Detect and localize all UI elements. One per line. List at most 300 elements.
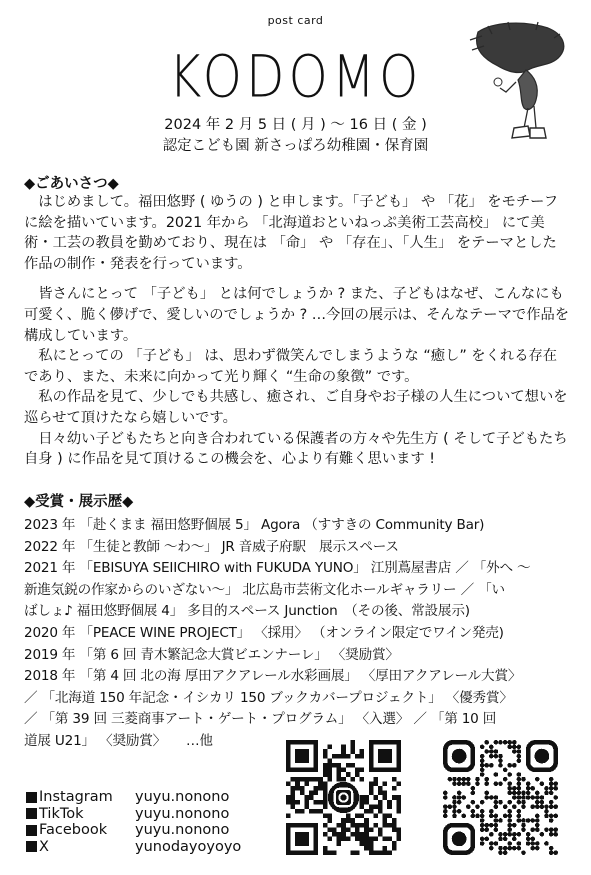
qr-module <box>396 795 401 800</box>
award-line: 2019 年 「第 6 回 青木繁記念大賞ビエンナーレ」 〈奨励賞〉 <box>24 646 399 663</box>
qr-module <box>323 749 328 754</box>
qr-module <box>369 827 374 832</box>
qr-module <box>544 804 549 809</box>
qr-module <box>521 818 526 823</box>
qr-module <box>507 772 512 777</box>
qr-module <box>480 823 485 828</box>
qr-module <box>369 781 374 786</box>
qr-module <box>373 781 378 786</box>
qr-module <box>489 809 494 814</box>
sns-row-facebook <box>26 822 241 839</box>
qr-module <box>466 777 471 782</box>
qr-module <box>544 809 549 814</box>
qr-module <box>498 850 503 855</box>
qr-module <box>327 763 332 768</box>
qr-module <box>396 809 401 814</box>
qr-module <box>512 763 517 768</box>
qr-module <box>323 846 328 851</box>
qr-finder-pattern <box>445 742 473 770</box>
qr-module <box>535 814 540 819</box>
qr-module <box>457 781 462 786</box>
qr-module <box>378 800 383 805</box>
qr-module <box>360 800 365 805</box>
qr-module <box>494 749 499 754</box>
bullet-square-icon <box>26 792 37 803</box>
qr-module <box>323 763 328 768</box>
qr-module <box>364 809 369 814</box>
qr-module <box>452 795 457 800</box>
qr-module <box>535 846 540 851</box>
qr-module <box>475 781 480 786</box>
qr-module <box>373 814 378 819</box>
award-line: ／ 「第 39 回 三菱商事アート・ゲート・プログラム」 〈入選〉 ／ 「第 10 回 <box>24 711 497 728</box>
qr-module <box>471 791 476 796</box>
qr-module <box>471 786 476 791</box>
qr-module <box>530 795 535 800</box>
qr-module <box>544 791 549 796</box>
qr-module <box>526 795 531 800</box>
qr-module <box>337 841 342 846</box>
qr-module <box>392 786 397 791</box>
qr-module <box>346 772 351 777</box>
qr-module <box>484 777 489 782</box>
qr-module <box>484 827 489 832</box>
bullet-square-icon <box>26 808 37 819</box>
qr-module <box>517 754 522 759</box>
exhibition-venue: 認定こども園 新さっぽろ幼稚園・保育園 <box>162 138 429 154</box>
qr-module <box>350 749 355 754</box>
qr-module <box>535 823 540 828</box>
qr-module <box>517 846 522 851</box>
qr-module <box>318 777 323 782</box>
qr-module <box>337 823 342 828</box>
qr-module <box>466 804 471 809</box>
qr-module <box>512 745 517 750</box>
qr-module <box>327 850 332 855</box>
qr-module <box>517 832 522 837</box>
qr-module <box>521 804 526 809</box>
qr-module <box>530 837 535 842</box>
qr-module <box>286 800 291 805</box>
qr-module <box>517 777 522 782</box>
qr-module <box>457 800 462 805</box>
qr-module <box>452 804 457 809</box>
qr-module <box>364 841 369 846</box>
qr-module <box>489 832 494 837</box>
qr-module <box>304 800 309 805</box>
qr-module <box>521 850 526 855</box>
sns-list <box>26 789 241 855</box>
qr-module <box>309 795 314 800</box>
qr-module <box>494 814 499 819</box>
qr-module <box>553 804 558 809</box>
qr-module <box>535 800 540 805</box>
qr-module <box>337 837 342 842</box>
qr-module <box>498 800 503 805</box>
qr-module <box>396 827 401 832</box>
sns-row-tiktok <box>26 806 241 823</box>
qr-module <box>494 804 499 809</box>
qr-module <box>480 818 485 823</box>
qr-module <box>480 800 485 805</box>
qr-module <box>448 804 453 809</box>
qr-module <box>484 749 489 754</box>
qr-module <box>526 786 531 791</box>
qr-module <box>540 804 545 809</box>
qr-module <box>484 791 489 796</box>
qr-module <box>489 754 494 759</box>
greeting-paragraph: はじめまして。福田悠野 ( ゆうの ) と申します。「子ども」 や 「花」 をモチーフに絵を描いています。2021 年から 「北海道おといねっぷ美術工芸高校」 にて美術・工芸の教員を勤めており、現在は 「命」 や 「存在」、「人生」 をテーマとした作品の制作・発表を行っています。 <box>24 194 559 272</box>
qr-module <box>530 786 535 791</box>
qr-module <box>309 809 314 814</box>
qr-module <box>387 850 392 855</box>
qr-module <box>549 786 554 791</box>
qr-module <box>480 768 485 773</box>
qr-module <box>549 832 554 837</box>
qr-module <box>291 791 296 796</box>
qr-module <box>544 814 549 819</box>
qr-module <box>323 754 328 759</box>
qr-module <box>480 745 485 750</box>
qr-module <box>341 827 346 832</box>
qr-module <box>507 800 512 805</box>
qr-module <box>480 814 485 819</box>
qr-module <box>396 837 401 842</box>
qr-module <box>304 777 309 782</box>
qr-module <box>535 795 540 800</box>
qr-module <box>373 804 378 809</box>
qr-module <box>369 850 374 855</box>
qr-module <box>314 809 319 814</box>
qr-module <box>327 758 332 763</box>
qr-module <box>457 791 462 796</box>
qr-module <box>457 795 462 800</box>
qr-module <box>350 823 355 828</box>
tiktok-qr-code[interactable] <box>443 740 558 855</box>
qr-module <box>291 786 296 791</box>
qr-module <box>337 768 342 773</box>
qr-module <box>378 786 383 791</box>
qr-module <box>341 745 346 750</box>
qr-module <box>517 745 522 750</box>
qr-module <box>337 763 342 768</box>
qr-module <box>387 804 392 809</box>
qr-module <box>521 800 526 805</box>
exhibition-title: KODOMO <box>168 43 423 111</box>
award-line: ／ 「北海道 150 年記念・イシカリ 150 ブックカバープロジェクト」 〈優秀賞〉 <box>24 689 513 706</box>
qr-module <box>494 818 499 823</box>
qr-module <box>332 763 337 768</box>
qr-module <box>549 781 554 786</box>
qr-module <box>286 795 291 800</box>
sns-row-x <box>26 839 241 856</box>
qr-module <box>443 809 448 814</box>
qr-module <box>517 758 522 763</box>
bullet-square-icon <box>26 825 37 836</box>
qr-module <box>521 795 526 800</box>
qr-module <box>392 795 397 800</box>
qr-module <box>291 804 296 809</box>
qr-module <box>360 832 365 837</box>
qr-module <box>461 814 466 819</box>
qr-module <box>521 791 526 796</box>
qr-module <box>364 795 369 800</box>
sns-handle: yunodayoyoyo <box>135 838 242 855</box>
qr-module <box>535 791 540 796</box>
award-line: 新進気鋭の作家からのいざない〜」 北広島市芸術文化ホールギャラリー ／ 「い <box>24 581 505 598</box>
qr-module <box>512 846 517 851</box>
qr-module <box>540 795 545 800</box>
qr-module <box>498 846 503 851</box>
qr-module <box>549 800 554 805</box>
qr-module <box>466 781 471 786</box>
qr-module <box>526 837 531 842</box>
qr-module <box>341 768 346 773</box>
qr-module <box>494 754 499 759</box>
qr-module <box>540 781 545 786</box>
qr-module <box>396 781 401 786</box>
qr-module <box>494 740 499 745</box>
awards-heading: ◆受賞・展示歴◆ <box>24 494 134 510</box>
qr-module <box>443 804 448 809</box>
qr-module <box>494 781 499 786</box>
qr-module <box>549 791 554 796</box>
qr-module <box>461 795 466 800</box>
qr-module <box>360 768 365 773</box>
qr-module <box>383 781 388 786</box>
qr-module <box>544 841 549 846</box>
qr-module <box>392 777 397 782</box>
qr-module <box>341 754 346 759</box>
qr-finder-pattern <box>288 742 316 770</box>
greeting-paragraph: 私の作品を見て、少しでも共感し、癒され、ご自身やお子様の人生について想いを巡らせて頂けたなら嬉しいです。 <box>24 389 568 426</box>
instagram-icon <box>328 782 359 813</box>
qr-module <box>350 763 355 768</box>
qr-module <box>521 827 526 832</box>
bullet-square-icon <box>26 841 37 852</box>
award-line: 2020 年 「PEACE WINE PROJECT」 〈採用〉 （オンライン限定でワイン発売) <box>24 624 504 641</box>
qr-module <box>346 763 351 768</box>
qr-module <box>498 832 503 837</box>
qr-module <box>507 823 512 828</box>
qr-module <box>341 777 346 782</box>
qr-module <box>507 814 512 819</box>
postcard-label: post card <box>267 14 324 27</box>
qr-module <box>535 818 540 823</box>
qr-module <box>309 791 314 796</box>
qr-module <box>286 781 291 786</box>
qr-module <box>327 772 332 777</box>
qr-module <box>507 740 512 745</box>
qr-module <box>484 823 489 828</box>
qr-finder-pattern <box>371 742 399 770</box>
qr-module <box>503 837 508 842</box>
qr-module <box>373 850 378 855</box>
qr-module <box>443 795 448 800</box>
qr-module <box>489 763 494 768</box>
qr-module <box>350 777 355 782</box>
qr-module <box>387 814 392 819</box>
qr-module <box>383 795 388 800</box>
qr-module <box>549 804 554 809</box>
qr-module <box>549 846 554 851</box>
qr-module <box>350 740 355 745</box>
qr-module <box>457 809 462 814</box>
qr-module <box>512 786 517 791</box>
qr-module <box>498 740 503 745</box>
qr-module <box>498 758 503 763</box>
qr-module <box>383 837 388 842</box>
qr-module <box>360 823 365 828</box>
qr-module <box>378 809 383 814</box>
qr-module <box>355 850 360 855</box>
qr-module <box>517 772 522 777</box>
qr-module <box>291 777 296 782</box>
qr-module <box>355 823 360 828</box>
qr-module <box>369 786 374 791</box>
qr-module <box>517 795 522 800</box>
qr-module <box>360 804 365 809</box>
qr-module <box>512 832 517 837</box>
qr-module <box>549 850 554 855</box>
qr-module <box>373 777 378 782</box>
qr-module <box>480 841 485 846</box>
qr-module <box>553 832 558 837</box>
qr-module <box>346 818 351 823</box>
qr-module <box>521 777 526 782</box>
qr-module <box>507 791 512 796</box>
qr-module <box>494 827 499 832</box>
qr-module <box>323 832 328 837</box>
qr-module <box>503 740 508 745</box>
qr-module <box>304 804 309 809</box>
qr-module <box>350 745 355 750</box>
greeting-paragraph: 私にとっての 「子ども」 は、思わず微笑んでしまうような “癒し” をくれる存在であり、また、未来に向かって光り輝く “生命の象徴” です。 <box>24 348 558 385</box>
qr-module <box>355 827 360 832</box>
qr-module <box>494 795 499 800</box>
qr-module <box>360 814 365 819</box>
qr-module <box>318 800 323 805</box>
qr-module <box>309 777 314 782</box>
qr-module <box>452 800 457 805</box>
qr-module <box>480 827 485 832</box>
qr-module <box>355 754 360 759</box>
qr-module <box>369 809 374 814</box>
qr-module <box>549 814 554 819</box>
qr-module <box>443 814 448 819</box>
qr-module <box>350 832 355 837</box>
qr-module <box>512 749 517 754</box>
awards-list <box>24 515 572 753</box>
qr-module <box>360 841 365 846</box>
qr-module <box>323 804 328 809</box>
qr-module <box>350 818 355 823</box>
qr-module <box>484 763 489 768</box>
qr-module <box>295 781 300 786</box>
qr-module <box>475 814 480 819</box>
qr-module <box>517 818 522 823</box>
greeting-body <box>24 192 570 470</box>
qr-module <box>300 791 305 796</box>
qr-module <box>503 846 508 851</box>
qr-module <box>387 837 392 842</box>
qr-module <box>392 846 397 851</box>
qr-module <box>484 837 489 842</box>
qr-module <box>480 754 485 759</box>
qr-module <box>530 804 535 809</box>
qr-module <box>452 781 457 786</box>
qr-module <box>383 850 388 855</box>
qr-module <box>457 777 462 782</box>
qr-module <box>512 823 517 828</box>
qr-module <box>526 841 531 846</box>
qr-module <box>378 850 383 855</box>
qr-module <box>323 850 328 855</box>
qr-module <box>549 777 554 782</box>
qr-module <box>304 795 309 800</box>
qr-module <box>291 795 296 800</box>
qr-module <box>503 768 508 773</box>
qr-module <box>498 763 503 768</box>
qr-module <box>337 832 342 837</box>
qr-module <box>553 850 558 855</box>
qr-module <box>387 823 392 828</box>
qr-module <box>300 777 305 782</box>
qr-module <box>507 832 512 837</box>
qr-module <box>489 841 494 846</box>
qr-module <box>369 846 374 851</box>
qr-module <box>295 809 300 814</box>
qr-module <box>295 777 300 782</box>
qr-module <box>526 791 531 796</box>
qr-module <box>355 814 360 819</box>
qr-module <box>507 786 512 791</box>
qr-module <box>507 781 512 786</box>
exhibition-dates: 2024 年 2 月 5 日 ( 月 ) 〜 16 日 ( 金 ) <box>164 117 427 133</box>
qr-module <box>332 850 337 855</box>
qr-module <box>475 804 480 809</box>
qr-module <box>512 791 517 796</box>
qr-module <box>383 846 388 851</box>
sns-row-instagram <box>26 789 241 806</box>
qr-finder-pattern <box>445 825 473 853</box>
qr-module <box>323 781 328 786</box>
qr-module <box>323 772 328 777</box>
qr-module <box>553 827 558 832</box>
qr-module <box>544 827 549 832</box>
qr-module <box>314 791 319 796</box>
qr-module <box>314 786 319 791</box>
qr-module <box>327 777 332 782</box>
qr-module <box>332 754 337 759</box>
sns-platform: Facebook <box>39 822 108 838</box>
qr-module <box>484 740 489 745</box>
qr-module <box>318 786 323 791</box>
qr-module <box>364 827 369 832</box>
qr-module <box>489 846 494 851</box>
qr-module <box>535 777 540 782</box>
qr-module <box>503 832 508 837</box>
qr-module <box>471 800 476 805</box>
qr-module <box>369 804 374 809</box>
qr-module <box>494 823 499 828</box>
qr-module <box>295 786 300 791</box>
qr-module <box>364 800 369 805</box>
qr-module <box>517 781 522 786</box>
instagram-qr-code[interactable] <box>286 740 401 855</box>
qr-module <box>512 740 517 745</box>
qr-module <box>355 772 360 777</box>
